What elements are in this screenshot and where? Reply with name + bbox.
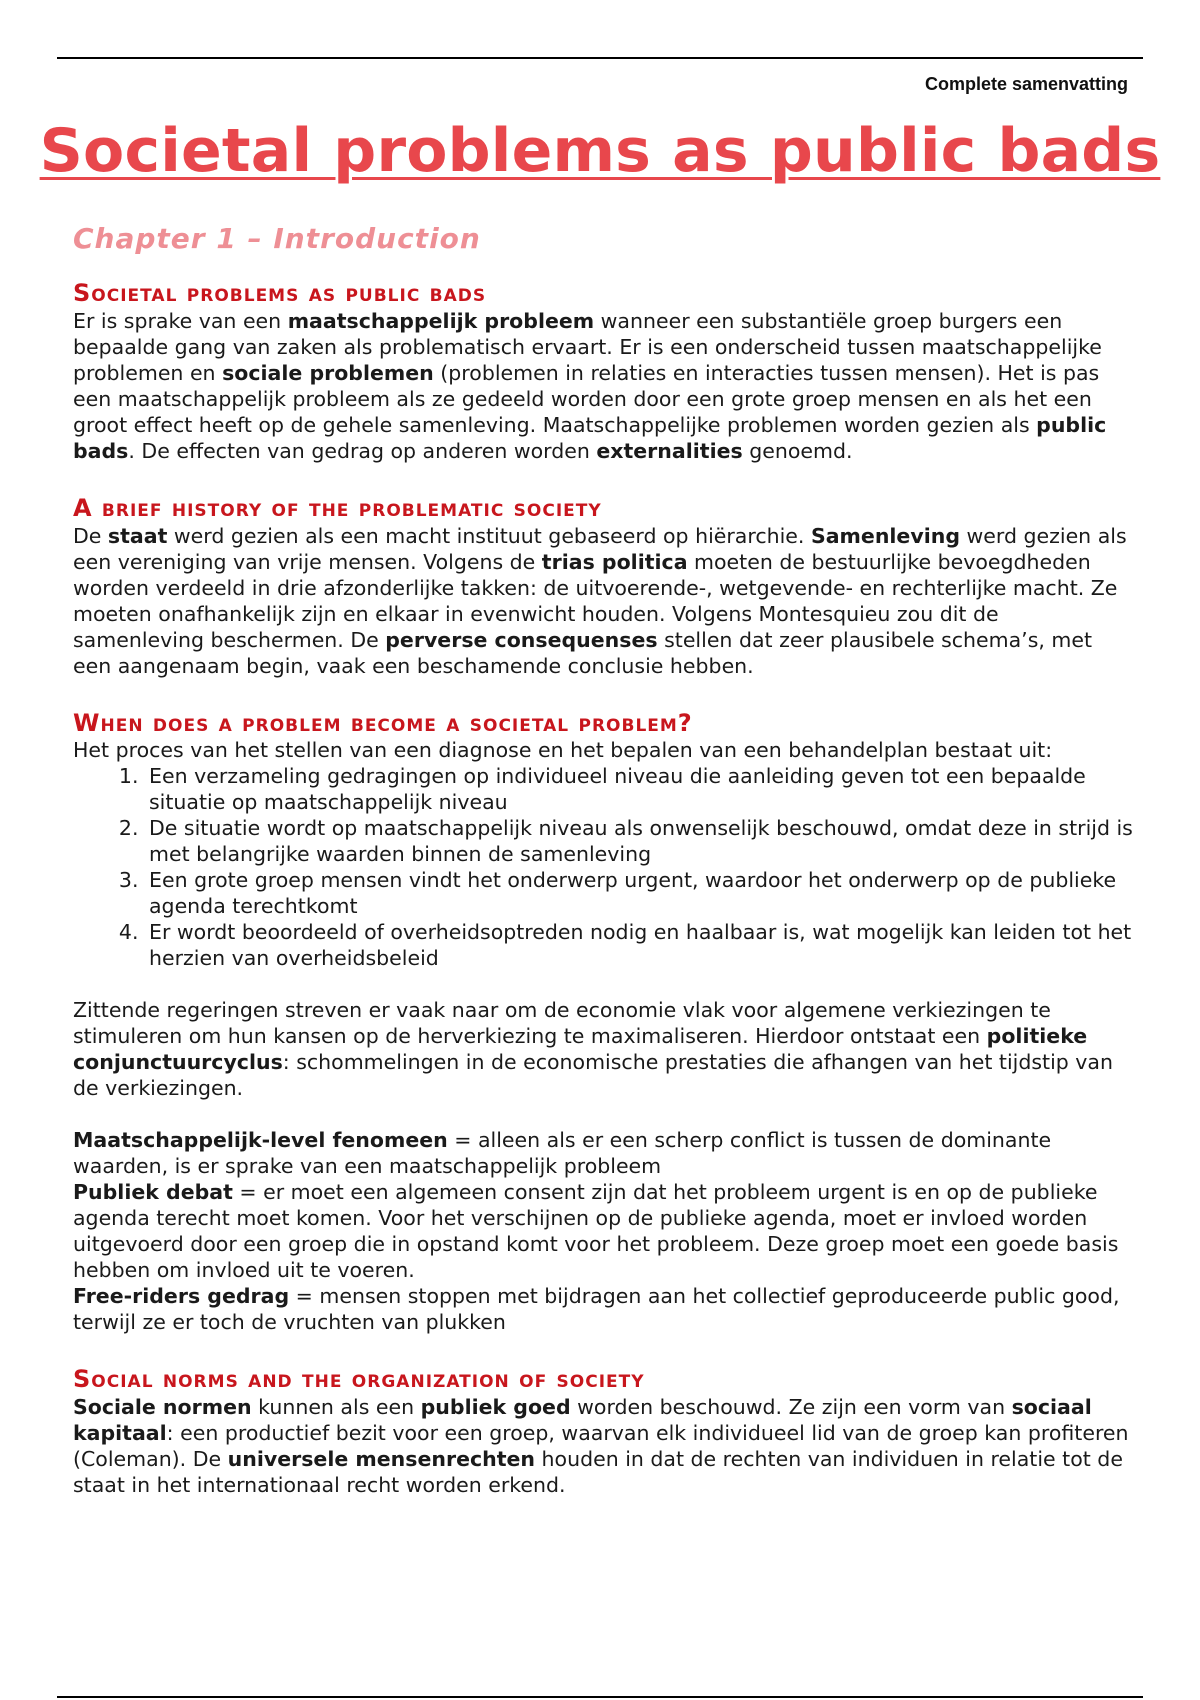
document-body xyxy=(73,222,1133,1498)
spacer xyxy=(73,1101,1133,1127)
document-title: Societal problems as public bads xyxy=(39,116,1161,186)
paragraph-text: moeten de bestuurlijke bevoegdheden worden verdeeld in drie afzonderlijke takken: de uitvoerende-, wetgevende- en rechterlijke macht. Ze moeten onafhankelijk zijn en elkaar in evenwicht houden. Volgens Montesquieu zou dit de samenleving beschermen. De xyxy=(73,549,1118,652)
bold-term: sociale problemen xyxy=(222,360,434,385)
section-heading-societal-problem: When does a problem become a societal problem? xyxy=(73,708,693,737)
paragraph-text: . De effecten van gedrag op anderen worden xyxy=(128,438,597,463)
paragraph-text: genoemd. xyxy=(742,438,853,463)
paragraph-text: : schommelingen in de economische prestaties die afhangen van het tijdstip van de verkiezingen. xyxy=(73,1050,1113,1101)
list-item: 2. De situatie wordt op maatschappelijk niveau als onwenselijk beschouwd, omdat deze in strijd is met belangrijke waarden binnen de samenleving xyxy=(145,815,1133,867)
spacer xyxy=(73,1335,1133,1365)
spacer xyxy=(73,971,1133,997)
definition-term: Maatschappelijk-level fenomeen xyxy=(73,1128,448,1153)
paragraph-text: houden in dat de rechten van individuen in relatie tot de staat in het internationaal recht worden erkend. xyxy=(73,1447,1123,1498)
section-heading-public-bads: Societal problems as public bads xyxy=(73,279,487,307)
chapter-heading: Chapter 1 – Introduction xyxy=(73,222,481,255)
definition-term: Publiek debat xyxy=(73,1180,233,1205)
paragraph-text: De xyxy=(73,523,108,548)
bold-term: politieke conjunctuurcyclus xyxy=(73,1024,1088,1075)
paragraph-text: Er is sprake van een xyxy=(73,308,288,333)
spacer xyxy=(73,679,1133,709)
paragraph-text: kunnen als een xyxy=(251,1395,421,1420)
bold-term: staat xyxy=(107,523,168,548)
section-heading-social-norms: Social norms and the organization of society xyxy=(73,1365,645,1394)
paragraph-text: wanneer een substantiële groep burgers een bepaalde gang van zaken als problematisch ervaart. Er is een onderscheid tussen maatschappelijke problemen en xyxy=(73,308,1102,385)
definition-item xyxy=(73,1127,1133,1179)
bold-term: perverse consequenses xyxy=(385,627,658,652)
spacer xyxy=(73,464,1133,494)
paragraph-text: : een productief bezit voor een groep, waarvan elk individueel lid van de groep kan profiteren (Coleman). De xyxy=(73,1421,1129,1472)
bold-term: externalities xyxy=(596,438,743,463)
list-item: 4. Er wordt beoordeeld of overheidsoptreden nodig en haalbaar is, wat mogelijk kan leiden tot het herzien van overheidsbeleid xyxy=(145,919,1133,971)
definition-item xyxy=(73,1283,1133,1335)
section-paragraph xyxy=(73,997,1133,1101)
header-label: Complete samenvatting xyxy=(924,74,1128,94)
paragraph-text: Zittende regeringen streven er vaak naar om de economie vlak voor algemene verkiezingen te stimuleren om hun kansen op de herverkiezing te maximaliseren. Hierdoor ontstaat een xyxy=(73,998,1051,1049)
bold-term: public bads xyxy=(73,412,1107,463)
bottom-rule xyxy=(57,1696,1143,1698)
section-paragraph xyxy=(73,1394,1133,1498)
process-steps-list xyxy=(73,763,1133,971)
paragraph-text: worden beschouwd. Ze zijn een vorm van xyxy=(570,1395,1012,1420)
section-paragraph xyxy=(73,308,1133,464)
definition-text: = er moet een algemeen consent zijn dat het probleem urgent is en op de publieke agenda terecht moet komen. Voor het verschijnen op de publieke agenda, moet er invloed worden uitgevoerd door een groep die in opstand komt voor het probleem. Deze groep moet een goede basis hebben om invloed uit te voeren. xyxy=(73,1180,1119,1283)
section-heading-history: A brief history of the problematic society xyxy=(73,493,602,522)
bold-term: trias politica xyxy=(541,549,688,574)
section-paragraph xyxy=(73,523,1133,679)
bold-term: Sociale normen xyxy=(73,1395,252,1420)
bold-term: publiek goed xyxy=(420,1395,571,1420)
definition-text: = mensen stoppen met bijdragen aan het collectief geproduceerde public good, terwijl ze er toch de vruchten van plukken xyxy=(73,1284,1120,1335)
top-rule xyxy=(57,57,1143,59)
list-item: 1. Een verzameling gedragingen op individueel niveau die aanleiding geven tot een bepaalde situatie op maatschappelijk niveau xyxy=(145,763,1133,815)
paragraph-text: werd gezien als een macht instituut gebaseerd op hiërarchie. xyxy=(167,523,811,548)
bold-term: universele mensenrechten xyxy=(227,1447,536,1472)
bold-term: Samenleving xyxy=(810,523,960,548)
paragraph-text: werd gezien als een vereniging van vrije mensen. Volgens de xyxy=(73,523,1127,574)
paragraph-text: (problemen in relaties en interacties tussen mensen). Het is pas een maatschappelijk probleem als ze gedeeld worden door een grote groep mensen en als het een groot effect heeft op de gehele samenleving. Maatschappelijke problemen worden gezien als xyxy=(73,360,1100,437)
definition-item xyxy=(73,1179,1133,1283)
bold-term: maatschappelijk probleem xyxy=(287,308,595,333)
definition-text: = alleen als er een scherp conflict is tussen de dominante waarden, is er sprake van een maatschappelijk probleem xyxy=(73,1128,1052,1179)
section-intro: Het proces van het stellen van een diagnose en het bepalen van een behandelplan bestaat uit: xyxy=(73,738,1053,763)
bold-term: sociaal kapitaal xyxy=(73,1395,1092,1446)
list-item: 3. Een grote groep mensen vindt het onderwerp urgent, waardoor het onderwerp op de publieke agenda terechtkomt xyxy=(145,867,1133,919)
paragraph-text: stellen dat zeer plausibele schema’s, met een aangenaam begin, vaak een beschamende conclusie hebben. xyxy=(73,627,1093,678)
definition-term: Free-riders gedrag xyxy=(73,1284,290,1309)
